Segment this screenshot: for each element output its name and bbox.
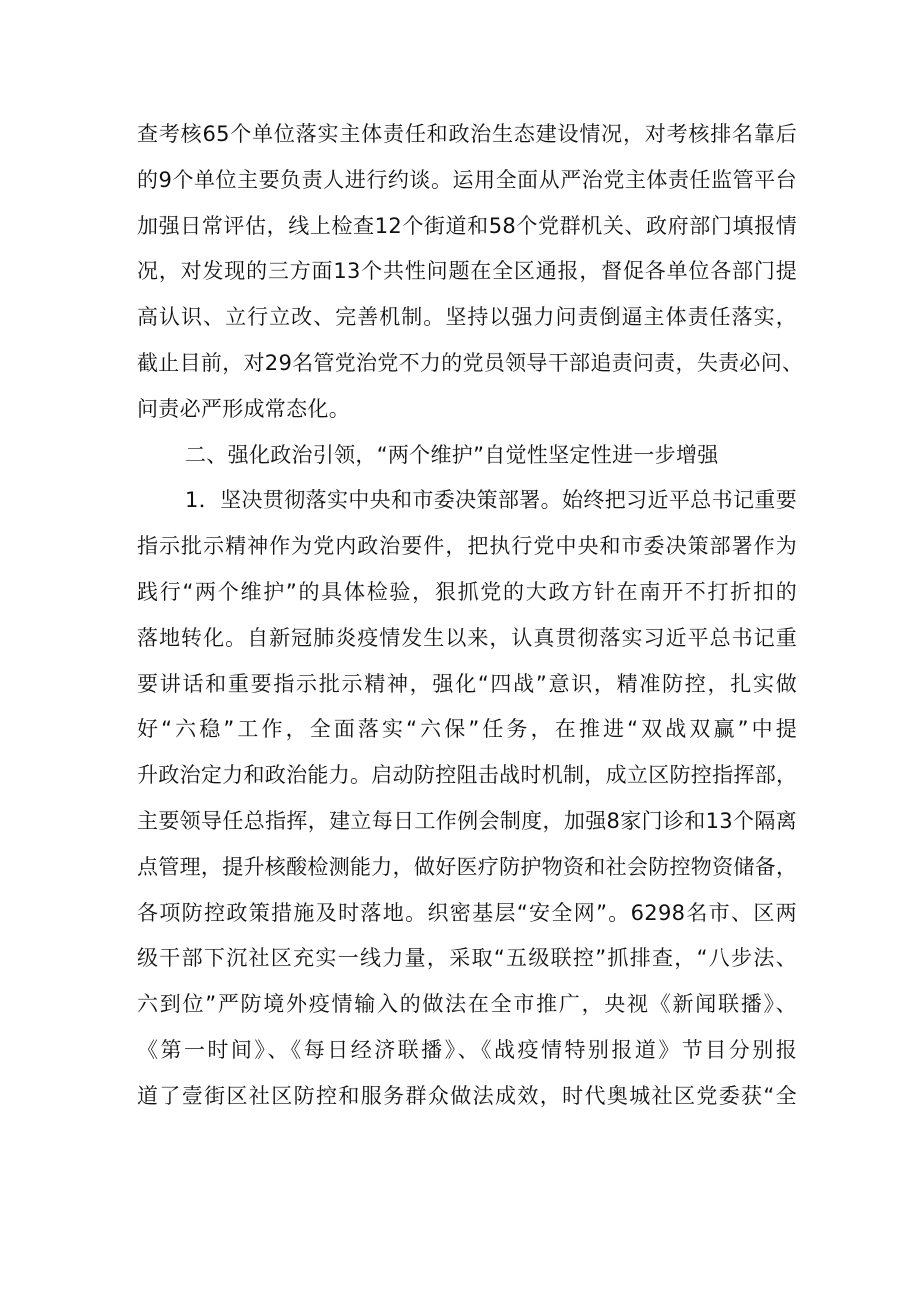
paragraph-line: 况，对发现的三方面13个共性问题在全区通报，督促各单位各部门提 [137,259,797,284]
paragraph-line: 要讲话和重要指示批示精神，强化“四战”意识，精准防控，扎实做 [137,671,797,696]
paragraph-line: 截止目前，对29名管党治党不力的党员领导干部追责问责，失责必问、 [137,350,804,375]
paragraph-line: 问责必严形成常态化。 [137,396,350,421]
paragraph-line: 点管理，提升核酸检测能力，做好医疗防护物资和社会防控物资储备， [137,854,798,879]
paragraph-line: 级干部下沉社区充实一线力量，采取“五级联控”抓排查，“八步法、 [137,946,797,971]
paragraph-line: 主要领导任总指挥，建立每日工作例会制度，加强8家门诊和13个隔离 [137,808,797,833]
document-body [137,112,804,1120]
paragraph-line: 好“六稳”工作，全面落实“六保”任务，在推进“双战双赢”中提 [137,717,797,742]
paragraph-line: 指示批示精神作为党内政治要件，把执行党中央和市委决策部署作为 [137,534,797,559]
paragraph-line: 道了壹街区社区防控和服务群众做法成效，时代奥城社区党委获“全 [137,1083,797,1108]
paragraph-line: 的9个单位主要负责人进行约谈。运用全面从严治党主体责任监管平台 [137,167,797,192]
paragraph-line: 查考核65个单位落实主体责任和政治生态建设情况，对考核排名靠后 [137,122,797,146]
paragraph-line: 升政治定力和政治能力。启动防控阻击战时机制，成立区防控指挥部， [137,763,798,788]
paragraph-line: 落地转化。自新冠肺炎疫情发生以来，认真贯彻落实习近平总书记重 [137,625,797,650]
paragraph-line: 加强日常评估，线上检查12个街道和58个党群机关、政府部门填报情 [137,213,797,238]
paragraph-line: 各项防控政策措施及时落地。织密基层“安全网”。6298名市、区两 [137,900,797,925]
paragraph-line: 践行“两个维护”的具体检验，狠抓党的大政方针在南开不打折扣的 [137,579,797,604]
subsection-heading-line: 1．坚决贯彻落实中央和市委决策部署。始终把习近平总书记重要 [185,488,797,513]
paragraph-line: 六到位”严防境外疫情输入的做法在全市推广，央视《新闻联播》、 [137,992,797,1017]
section-heading: 二、强化政治引领，“两个维护”自觉性坚定性进一步增强 [185,442,719,467]
paragraph-line: 高认识、立行立改、完善机制。坚持以强力问责倒逼主体责任落实， [137,305,797,330]
paragraph-line: 《第一时间》、《每日经济联播》、《战疫情特别报道》节目分别报 [137,1037,797,1062]
